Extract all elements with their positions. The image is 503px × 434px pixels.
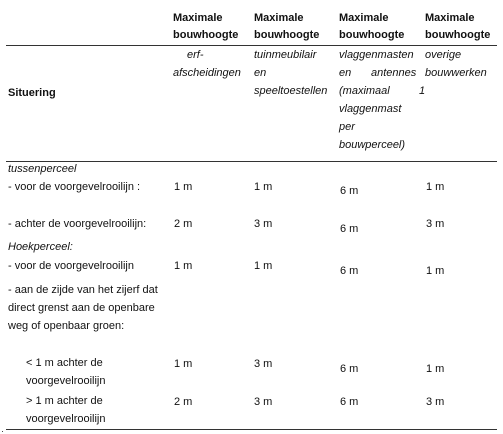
col1-sub-l1: erf- bbox=[187, 49, 204, 61]
row-label-zijerf: - aan de zijde van het zijerf dat direct grenst aan de openbare weg of openbaar groen: bbox=[8, 284, 158, 332]
col3-sub bbox=[339, 46, 425, 154]
row1-val1: 1 m bbox=[174, 181, 193, 193]
col1-header-line2: bouwhoogte bbox=[173, 29, 239, 41]
row2-val2: 3 m bbox=[254, 218, 273, 230]
row6-val2: 3 m bbox=[254, 358, 273, 370]
row2-val3: 6 m bbox=[340, 223, 359, 235]
col2-sub-l2: en bbox=[254, 67, 267, 79]
row6-val4: 1 m bbox=[426, 363, 445, 375]
row4-val4: 1 m bbox=[426, 265, 445, 277]
col2-header bbox=[254, 10, 319, 44]
col3-sub-l4: vlaggenmast bbox=[339, 103, 402, 115]
row4-val2: 1 m bbox=[254, 260, 273, 272]
row4-val1: 1 m bbox=[174, 260, 193, 272]
col3-sub-l5: per bbox=[339, 121, 355, 133]
col2-header-line2: bouwhoogte bbox=[254, 29, 320, 41]
row-label-voor-1: - voor de voorgevelrooilijn : bbox=[8, 181, 141, 193]
row1-val4: 1 m bbox=[426, 181, 445, 193]
col4-sub bbox=[425, 46, 501, 82]
row-label-hoekperceel: Hoekperceel: bbox=[8, 241, 73, 253]
row2-val4: 3 m bbox=[426, 218, 445, 230]
row1-val3: 6 m bbox=[340, 185, 359, 197]
row7-val2: 3 m bbox=[254, 396, 273, 408]
row2-val1: 2 m bbox=[174, 218, 193, 230]
row-label-gt1m: > 1 m achter de voorgevelrooilijn bbox=[26, 395, 106, 425]
col3-sub-one: 1 bbox=[419, 85, 426, 97]
row-label-achter-1: - achter de voorgevelrooilijn: bbox=[8, 218, 147, 230]
col3-header bbox=[339, 10, 404, 44]
row4-val3: 6 m bbox=[340, 265, 359, 277]
row-label-lt1m: < 1 m achter de voorgevelrooilijn bbox=[26, 357, 106, 387]
col3-sub-en: en bbox=[339, 67, 352, 79]
row7-val3: 6 m bbox=[340, 396, 359, 408]
col3-sub-maximaal: (maximaal bbox=[339, 85, 390, 97]
col3-sub-l2 bbox=[339, 64, 425, 82]
col1-sub-l2: afscheidingen bbox=[173, 67, 241, 79]
row7-val1: 2 m bbox=[174, 396, 193, 408]
col3-sub-l1: vlaggenmasten bbox=[339, 49, 414, 61]
col2-sub-l3: speeltoestellen bbox=[254, 85, 328, 97]
col1-header-line1: Maximale bbox=[173, 12, 223, 24]
col1-header bbox=[173, 10, 238, 44]
col4-header-line2: bouwhoogte bbox=[425, 29, 491, 41]
row6-val3: 6 m bbox=[340, 363, 359, 375]
col3-sub-antennes: antennes bbox=[371, 67, 417, 79]
row-label-tussenperceel: tussenperceel bbox=[8, 163, 77, 175]
col2-header-line1: Maximale bbox=[254, 12, 304, 24]
row-label-voor-2: - voor de voorgevelrooilijn bbox=[8, 260, 134, 272]
col3-header-line1: Maximale bbox=[339, 12, 389, 24]
situering-header: Situering bbox=[8, 87, 56, 99]
col3-sub-l6: bouwperceel) bbox=[339, 139, 406, 151]
row7-val4: 3 m bbox=[426, 396, 445, 408]
stray-dot bbox=[2, 431, 3, 432]
table-bottom-rule bbox=[6, 429, 497, 430]
row1-val2: 1 m bbox=[254, 181, 273, 193]
header-bottom-rule bbox=[6, 161, 497, 162]
col3-sub-l3 bbox=[339, 82, 425, 100]
col3-header-line2: bouwhoogte bbox=[339, 29, 405, 41]
row6-val1: 1 m bbox=[174, 358, 193, 370]
col4-header bbox=[425, 10, 490, 44]
col2-sub bbox=[254, 46, 340, 100]
col2-sub-l1: tuinmeubilair bbox=[254, 49, 317, 61]
col4-sub-l1: overige bbox=[425, 49, 462, 61]
col1-sub bbox=[173, 46, 251, 82]
col4-sub-l2: bouwwerken bbox=[425, 67, 487, 79]
col4-header-line1: Maximale bbox=[425, 12, 475, 24]
